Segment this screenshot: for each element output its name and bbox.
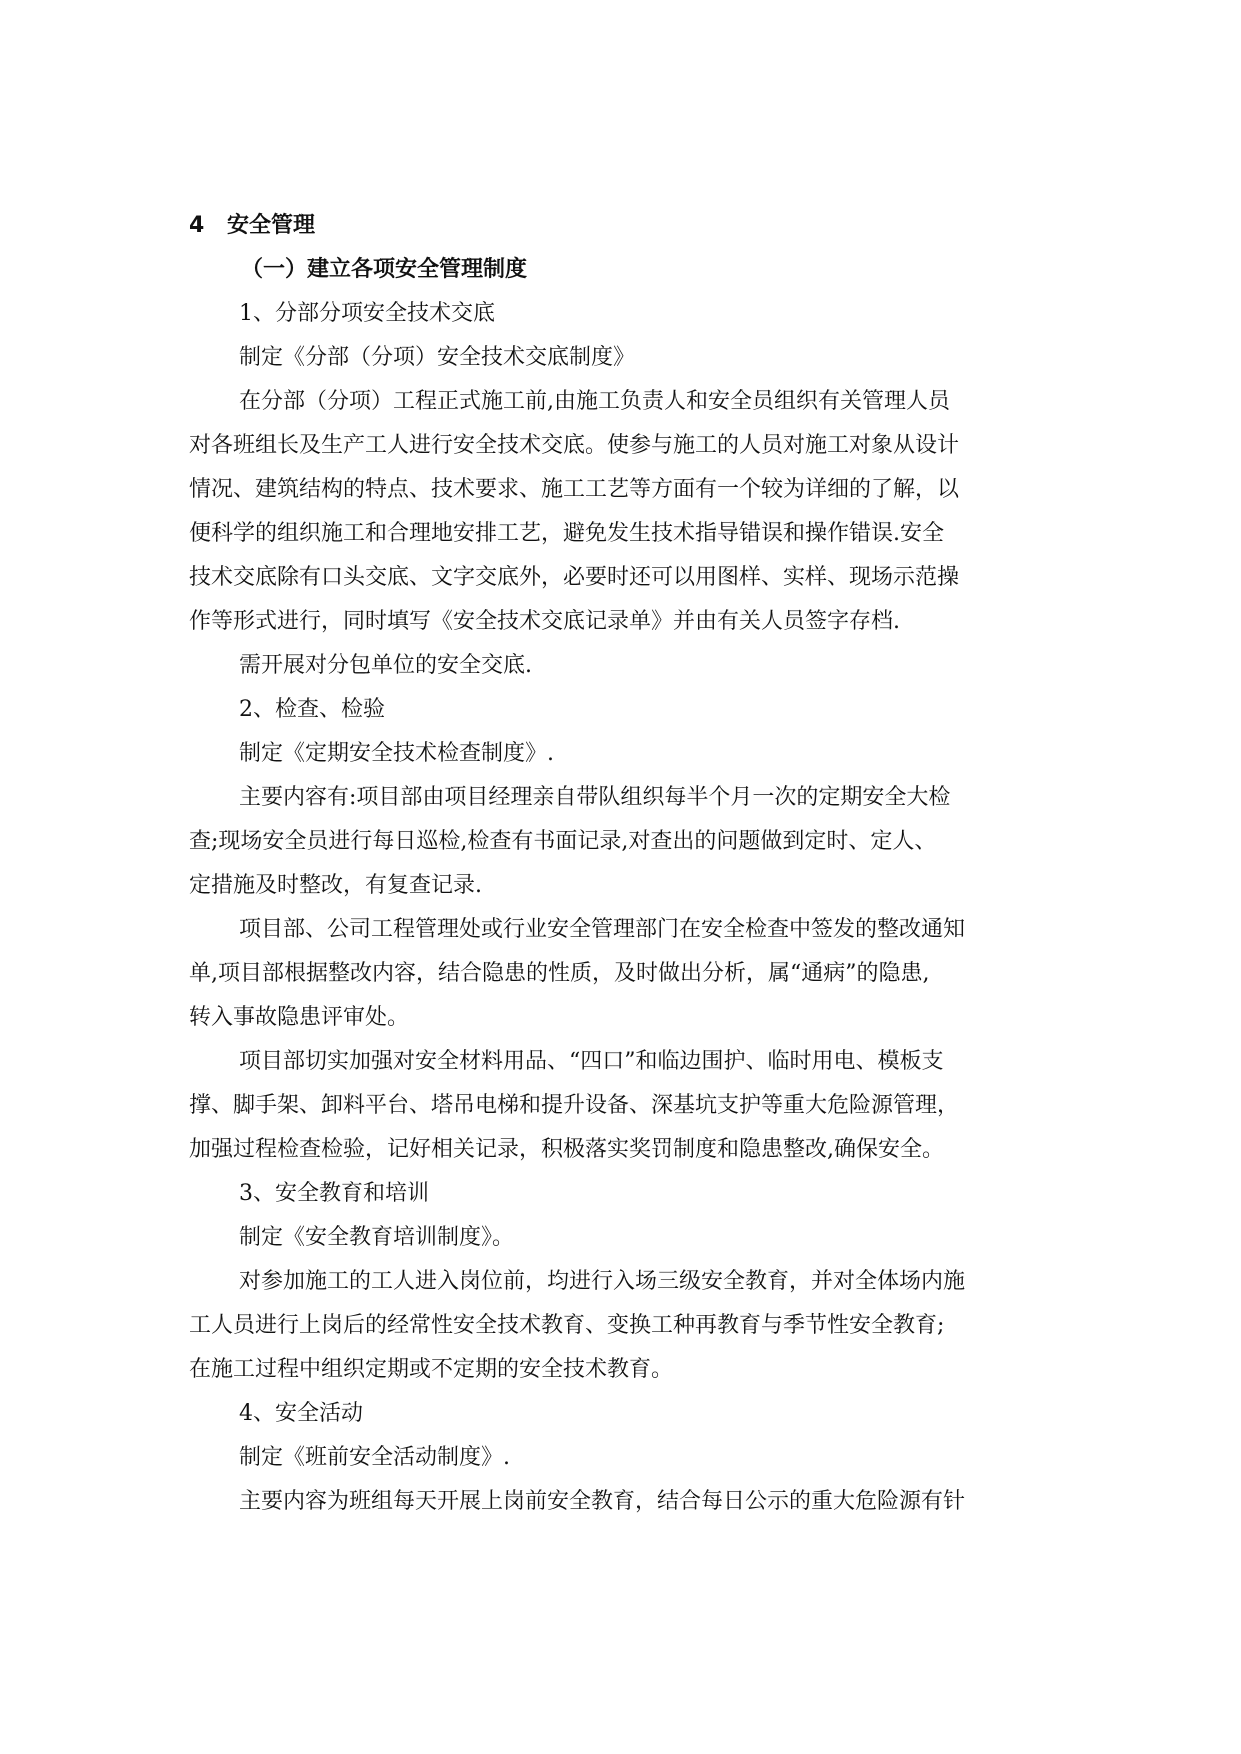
- item3-title: 3、安全教育和培训: [239, 1181, 429, 1206]
- paragraph-line: 撑、脚手架、卸料平台、塔吊电梯和提升设备、深基坑支护等重大危险源管理，: [189, 1093, 960, 1118]
- document-content: [189, 204, 1059, 1524]
- paragraph-line: 加强过程检查检验，记好相关记录，积极落实奖罚制度和隐患整改,确保安全。: [189, 1137, 944, 1162]
- paragraph-line: 工人员进行上岗后的经常性安全技术教育、变换工种再教育与季节性安全教育;: [189, 1313, 945, 1338]
- item4-title: 4、安全活动: [239, 1401, 363, 1426]
- item1-title: 1、分部分项安全技术交底: [239, 301, 495, 326]
- paragraph-line: 转入事故隐患评审处。: [189, 1005, 410, 1030]
- paragraph-line: 技术交底除有口头交底、文字交底外，必要时还可以用图样、实样、现场示范操: [189, 565, 960, 590]
- item1-paragraph-2: 需开展对分包单位的安全交底.: [239, 653, 532, 678]
- paragraph-line: 主要内容有:项目部由项目经理亲自带队组织每半个月一次的定期安全大检: [239, 785, 951, 810]
- paragraph-line: 情况、建筑结构的特点、技术要求、施工工艺等方面有一个较为详细的了解，以: [189, 477, 960, 502]
- item4-rule: 制定《班前安全活动制度》.: [239, 1445, 510, 1470]
- paragraph-line: 在分部（分项）工程正式施工前,由施工负责人和安全员组织有关管理人员: [239, 389, 950, 414]
- paragraph-line: 单,项目部根据整改内容，结合隐患的性质，及时做出分析，属“通病”的隐患,: [189, 961, 930, 986]
- paragraph-line: 对各班组长及生产工人进行安全技术交底。使参与施工的人员对施工对象从设计: [189, 433, 960, 458]
- item2-title: 2、检查、检验: [239, 697, 385, 722]
- section-number: 4: [189, 213, 205, 238]
- item2-rule: 制定《定期安全技术检查制度》.: [239, 741, 554, 766]
- paragraph-line: 对参加施工的工人进入岗位前，均进行入场三级安全教育，并对全体场内施: [239, 1269, 966, 1294]
- paragraph-line: 项目部切实加强对安全材料用品、“四口”和临边围护、临时用电、模板支: [239, 1049, 944, 1074]
- subsection-heading: （一）建立各项安全管理制度: [241, 257, 528, 282]
- section-title: 安全管理: [227, 213, 316, 238]
- item1-rule: 制定《分部（分项）安全技术交底制度》: [239, 345, 636, 370]
- paragraph-line: 项目部、公司工程管理处或行业安全管理部门在安全检查中签发的整改通知: [239, 917, 966, 942]
- item3-rule: 制定《安全教育培训制度》。: [239, 1225, 515, 1250]
- paragraph-line: 查;现场安全员进行每日巡检,检查有书面记录,对查出的问题做到定时、定人、: [189, 829, 937, 854]
- paragraph-line: 作等形式进行，同时填写《安全技术交底记录单》并由有关人员签字存档.: [189, 609, 900, 634]
- paragraph-line: 便科学的组织施工和合理地安排工艺，避免发生技术指导错误和操作错误.安全: [189, 521, 944, 546]
- paragraph-line: 定措施及时整改，有复查记录.: [189, 873, 482, 898]
- paragraph-line: 在施工过程中组织定期或不定期的安全技术教育。: [189, 1357, 674, 1382]
- section-heading: [189, 204, 1059, 248]
- paragraph-line: 主要内容为班组每天开展上岗前安全教育，结合每日公示的重大危险源有针: [239, 1489, 966, 1514]
